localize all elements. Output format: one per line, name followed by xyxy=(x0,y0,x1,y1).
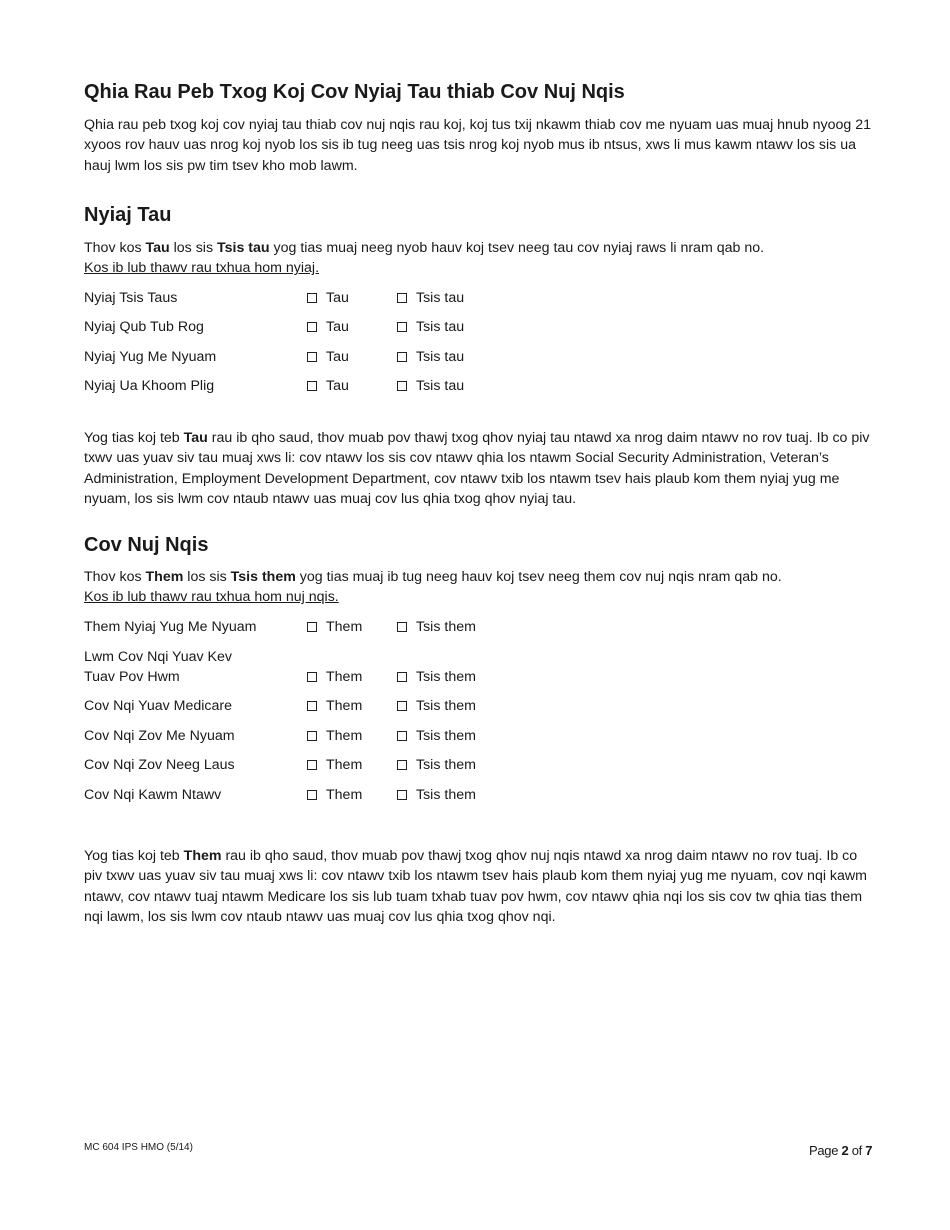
expense-row-childcare xyxy=(84,724,684,746)
row-label: Nyiaj Qub Tub Rog xyxy=(84,319,204,335)
expense-row-medicare xyxy=(84,694,684,716)
option-no[interactable]: Tsis them xyxy=(397,667,476,687)
income-row-disability xyxy=(84,286,684,308)
checkbox[interactable] xyxy=(397,790,407,800)
expenses-instructions-underlined: Kos ib lub thawv rau txhua hom nuj nqis. xyxy=(84,589,339,606)
row-label: Cov Nqi Zov Neeg Laus xyxy=(84,757,235,773)
option-no[interactable]: Tsis tau xyxy=(397,347,464,367)
checkbox[interactable] xyxy=(397,381,407,391)
expenses-note: Yog tias koj teb Them rau ib qho saud, thov muab pov thawj txog qhov nuj nqis ntawd xa nrog daim ntawv no rov tuaj. Ib co piv txwv uas yuav siv tau muaj xws li: cov ntawv txib los ntawm tsev hais plaub kom them nyiaj yug me nyuam, cov nqi kawm ntawv, cov ntawv tuaj ntawm Medicare los sis lub tuam txhab tuav pov hwm, cov ntawv qhia nqi los sis cov tw qhia tias them nqi lawm, los sis lwm cov ntaub ntawv uas muaj cov lus qhia txog qhov nqi. xyxy=(84,848,867,925)
income-heading: Nyiaj Tau xyxy=(84,204,172,226)
form-id: MC 604 IPS HMO (5/14) xyxy=(84,1142,193,1153)
checkbox[interactable] xyxy=(397,352,407,362)
page-title: Qhia Rau Peb Txog Koj Cov Nyiaj Tau thiab Cov Nuj Nqis xyxy=(84,81,625,103)
expense-row-eldercare xyxy=(84,753,684,775)
option-yes[interactable]: Them xyxy=(307,755,362,775)
option-no[interactable]: Tsis them xyxy=(397,726,476,746)
checkbox[interactable] xyxy=(397,760,407,770)
option-yes[interactable]: Them xyxy=(307,785,362,805)
checkbox[interactable] xyxy=(307,322,317,332)
option-no[interactable]: Tsis them xyxy=(397,785,476,805)
income-note: Yog tias koj teb Tau rau ib qho saud, thov muab pov thawj txog qhov nyiaj tau ntawd xa nrog daim ntawv no rov tuaj. Ib co piv txwv uas yuav siv tau muaj xws li: cov ntawv los sis cov ntawv qhia los ntawm Social Security Administration, Veteran’s Administration, Employment Development Department, cov ntawv txib los ntawm tsev hais plaub kom them nyiaj yug me nyuam, los sis lwm cov ntaub ntawv uas muaj cov lus qhia txog qhov nyiaj tau. xyxy=(84,430,870,507)
page-number: Page 2 of 7 xyxy=(809,1143,873,1158)
checkbox[interactable] xyxy=(397,701,407,711)
intro-paragraph: Qhia rau peb txog koj cov nyiaj tau thiab cov nuj nqis rau koj, koj tus txij nkawm thiab cov me nyuam uas muaj hnub nyoog 21 xyoos rov hauv uas nrog koj nyob los sis ib tug neeg uas tsis nrog koj nyob mus ib ntsus, xws li mus kawm ntawv los sis ua hauj lwm los sis pw tim tsev kho mob lawm. xyxy=(84,117,872,174)
income-row-gift xyxy=(84,374,684,396)
checkbox[interactable] xyxy=(397,731,407,741)
expense-row-tuition xyxy=(84,783,684,805)
option-no[interactable]: Tsis tau xyxy=(397,288,464,308)
option-yes[interactable]: Them xyxy=(307,696,362,716)
row-label: Nyiaj Yug Me Nyuam xyxy=(84,349,217,365)
row-label: Cov Nqi Yuav Medicare xyxy=(84,698,232,714)
option-yes[interactable]: Tau xyxy=(307,317,349,337)
option-no[interactable]: Tsis them xyxy=(397,755,476,775)
checkbox[interactable] xyxy=(307,293,317,303)
option-yes[interactable]: Them xyxy=(307,726,362,746)
income-row-child-support xyxy=(84,345,684,367)
option-no[interactable]: Tsis them xyxy=(397,696,476,716)
option-no[interactable]: Tsis tau xyxy=(397,317,464,337)
option-yes[interactable]: Them xyxy=(307,617,362,637)
row-label: Lwm Cov Nqi Yuav Kev Tuav Pov Hwm xyxy=(84,649,232,685)
row-label: Nyiaj Ua Khoom Plig xyxy=(84,378,215,394)
checkbox[interactable] xyxy=(397,293,407,303)
income-instructions-underlined: Kos ib lub thawv rau txhua hom nyiaj. xyxy=(84,260,320,277)
checkbox[interactable] xyxy=(307,672,317,682)
option-no[interactable]: Tsis them xyxy=(397,617,476,637)
checkbox[interactable] xyxy=(397,672,407,682)
row-label: Them Nyiaj Yug Me Nyuam xyxy=(84,619,257,635)
checkbox[interactable] xyxy=(397,322,407,332)
option-yes[interactable]: Tau xyxy=(307,288,349,308)
checkbox[interactable] xyxy=(307,701,317,711)
checkbox[interactable] xyxy=(397,622,407,632)
option-yes[interactable]: Tau xyxy=(307,376,349,396)
checkbox[interactable] xyxy=(307,352,317,362)
checkbox[interactable] xyxy=(307,381,317,391)
row-label: Cov Nqi Kawm Ntawv xyxy=(84,787,222,803)
checkbox[interactable] xyxy=(307,790,317,800)
checkbox[interactable] xyxy=(307,731,317,741)
row-label: Nyiaj Tsis Taus xyxy=(84,290,178,306)
checkbox[interactable] xyxy=(307,622,317,632)
expense-row-insurance xyxy=(84,649,684,687)
expense-row-child-support xyxy=(84,615,684,637)
option-yes[interactable]: Them xyxy=(307,667,362,687)
option-yes[interactable]: Tau xyxy=(307,347,349,367)
option-no[interactable]: Tsis tau xyxy=(397,376,464,396)
income-row-veteran xyxy=(84,315,684,337)
checkbox[interactable] xyxy=(307,760,317,770)
income-instructions: Thov kos Tau los sis Tsis tau yog tias muaj neeg nyob hauv koj tsev neeg tau cov nyiaj raws li nram qab no. Kos ib lub thawv rau txhua hom nyiaj. xyxy=(84,240,765,277)
row-label: Cov Nqi Zov Me Nyuam xyxy=(84,728,235,744)
expenses-instructions: Thov kos Them los sis Tsis them yog tias muaj ib tug neeg hauv koj tsev neeg them cov nuj nqis nram qab no. Kos ib lub thawv rau txhua hom nuj nqis. xyxy=(84,569,782,606)
expenses-heading: Cov Nuj Nqis xyxy=(84,534,209,556)
